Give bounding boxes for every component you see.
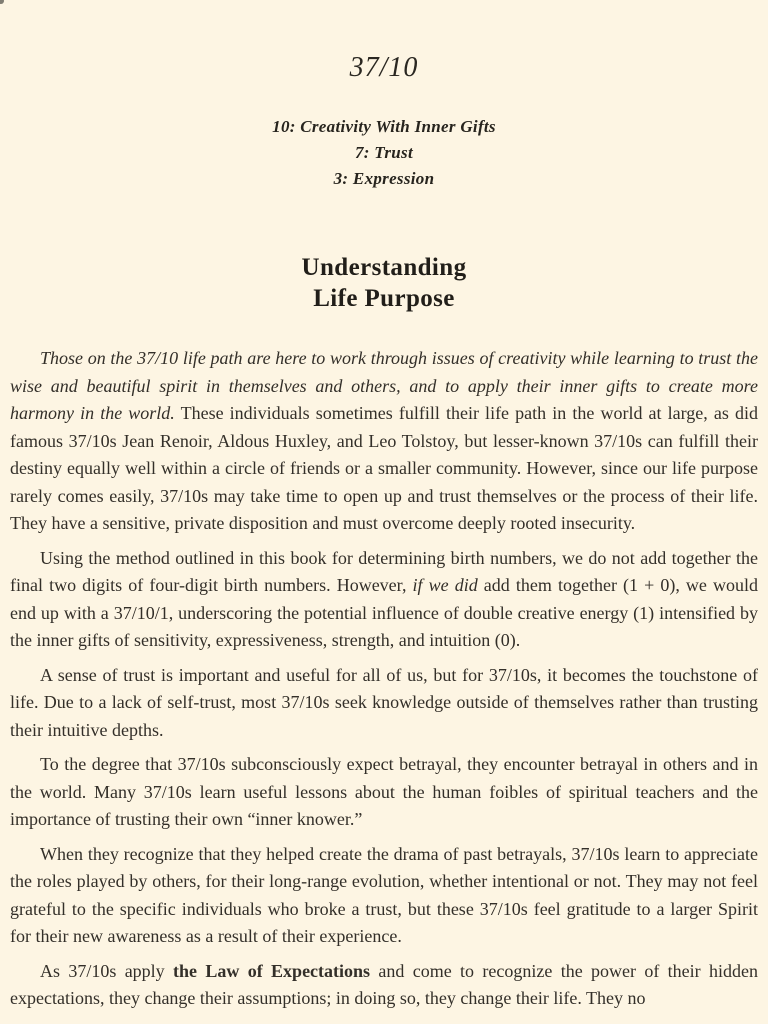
section-heading xyxy=(10,252,758,314)
paragraph-law-bold: the Law of Expectations xyxy=(173,960,371,981)
paragraph-gratitude-text: When they recognize that they helped create the drama of past betrayals, 37/10s learn to appreciate the roles played by others, for their long-range evolution, whether intentional or not. They may not feel grateful to the specific individuals who broke a trust, but these 37/10s feel gratitude to a larger Spirit for their new awareness as a result of their experience. xyxy=(10,843,758,946)
paragraph-birth-numbers-text-1: Using the method outlined in this book for determining birth numbers, we do not add together the final two digits of four-digit birth numbers. However, xyxy=(10,547,758,595)
paragraph-betrayal xyxy=(10,751,758,834)
paragraph-trust-text: A sense of trust is important and useful for all of us, but for 37/10s, it becomes the touchstone of life. Due to a lack of self-trust, most 37/10s seek knowledge outside of themselves rather than trusting their intuitive depths. xyxy=(10,664,758,740)
body-text xyxy=(10,345,758,1013)
paragraph-law-of-expectations xyxy=(10,958,758,1013)
paragraph-trust xyxy=(10,662,758,745)
scan-corner-artifact xyxy=(0,0,4,4)
trait-line-3: 3: Expression xyxy=(333,169,435,188)
paragraph-intro-body: These individuals sometimes fulfill their life path in the world at large, as did famous 37/10s Jean Renoir, Aldous Huxley, and Leo Tolstoy, but lesser-known 37/10s can fulfill their destiny equally well within a circle of friends or a smaller community. However, since our life purpose rarely comes easily, 37/10s may take time to open up and trust themselves or the process of their life. They have a sensitive, private disposition and must overcome deeply rooted insecurity. xyxy=(10,403,758,533)
trait-list xyxy=(10,114,758,192)
paragraph-intro xyxy=(10,345,758,538)
paragraph-law-text-2: and come to recognize the power of their hidden expectations, they change their assumptions; in doing so, they change their life. They no xyxy=(10,960,759,1008)
section-heading-line-2: Life Purpose xyxy=(313,285,455,312)
trait-line-7: 7: Trust xyxy=(355,143,413,162)
paragraph-birth-numbers-italic: if we did xyxy=(412,575,478,595)
birth-number-title: 37/10 xyxy=(349,52,419,83)
paragraph-intro-italic-lead: Those on the 37/10 life path are here to work through issues of creativity while learning to trust the wise and beautiful spirit in themselves and others, and to apply their inner gifts to create more harmony in the world. xyxy=(10,348,758,423)
paragraph-birth-numbers xyxy=(10,545,758,655)
trait-line-10: 10: Creativity With Inner Gifts xyxy=(272,117,496,136)
section-heading-line-1: Understanding xyxy=(301,254,467,281)
paragraph-law-text-1: As 37/10s apply xyxy=(40,960,174,981)
paragraph-gratitude xyxy=(10,841,758,951)
paragraph-birth-numbers-text-2: add them together (1 + 0), we would end up with a 37/10/1, underscoring the potential influence of double creative energy (1) intensified by the inner gifts of sensitivity, expressiveness, strength, and intuition (0). xyxy=(10,575,758,650)
paragraph-betrayal-text: To the degree that 37/10s subconsciously expect betrayal, they encounter betrayal in others and in the world. Many 37/10s learn useful lessons about the human foibles of spiritual teachers and the importance of trusting their own “inner knower.” xyxy=(10,754,758,829)
